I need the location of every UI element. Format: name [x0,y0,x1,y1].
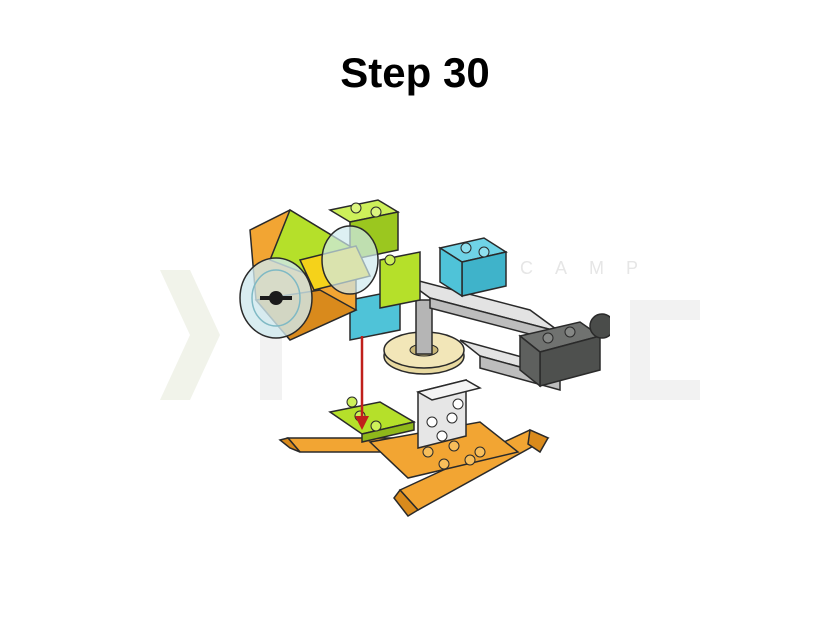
page-title: Step 30 [340,49,490,96]
lego-helicopter-model-icon [230,190,610,530]
watermark-text: CAMP [520,258,661,278]
